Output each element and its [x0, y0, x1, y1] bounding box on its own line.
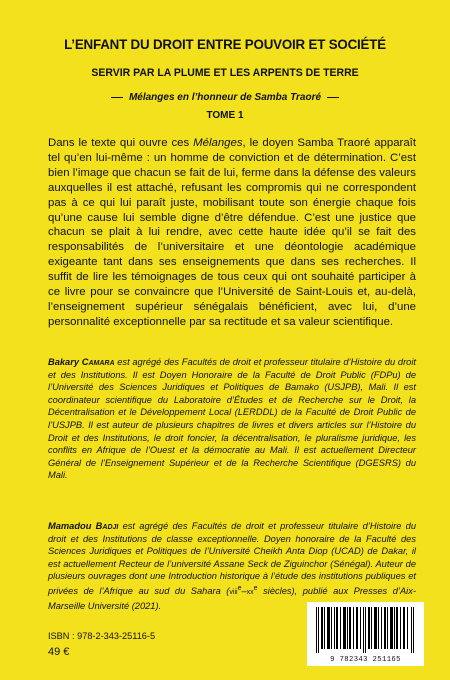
left-rule: [111, 97, 123, 98]
author-first-name: Bakary: [48, 357, 80, 367]
author-bio-camara: [48, 356, 416, 482]
author-last-name: Badji: [95, 521, 119, 531]
volume-label: TOME 1: [206, 110, 244, 121]
author-bio-text-end: siècles), publié aux Presses d’Aix-Marseille Université (2021).: [48, 586, 416, 611]
barcode: [307, 602, 424, 666]
dedication-line: [0, 92, 450, 103]
right-rule: [327, 97, 339, 98]
century-suffix-2: e: [253, 584, 258, 592]
intro-part1: Dans le texte qui ouvre ces: [48, 137, 194, 149]
barcode-bars-icon: [316, 607, 415, 653]
book-subtitle: SERVIR PAR LA PLUME ET LES ARPENTS DE TERRE: [91, 67, 359, 79]
barcode-digits: 9 782343 251165: [330, 656, 401, 664]
dedication-text: Mélanges en l’honneur de Samba Traoré: [128, 92, 322, 103]
century-dash: –: [241, 586, 247, 597]
book-title: L’ENFANT DU DROIT ENTRE POUVOIR ET SOCIÉTÉ: [64, 37, 386, 53]
century-start: viii: [229, 589, 238, 597]
author-bio-text: est agrégé des Facultés de droit et professeur titulaire d’Histoire du droit et des Institutions de classe exceptionnelle. Doyen honoraire de la Faculté des Sciences Juridiques et Politiques de l’Université Cheikh Anta Diop (UCAD) de Dakar, il est actuellement Recteur de l’université Assane Seck de Ziguinchor (Sénégal). Auteur de plusieurs ouvrages dont une Introduction historique à l’étude des institutions publiques et privées de l’Afrique au sud du Sahara (: [48, 521, 416, 597]
author-last-name: Camara: [81, 357, 115, 367]
century-end: xx: [246, 589, 254, 597]
century-suffix: e: [237, 584, 242, 592]
isbn: ISBN : 978-2-343-25116-5: [48, 631, 156, 641]
intro-italic: Mélanges: [193, 137, 243, 149]
intro-part2: , le doyen Samba Traoré apparaît tel qu’en lui-même : un homme de conviction et de détermination. C’est bien l’image que chacun se fait de lui, ferme dans la défense des valeurs auxquelles il est attaché, refusant les compromis qui ne correspondent pas à ce qui lui paraît juste, mobilisant toute son énergie chaque fois qu’une cause lui semble digne d’être défendue. C’est une justice que chacun se plait à lui rendre, avec cette haute idée qu’il se fait des responsabilités de l’universitaire et une déontologie académique exigeante tant dans ses enseignements que dans ses recherches. Il suffit de lire les témoignages de tous ceux qui ont souhaité participer à ce livre pour se convaincre que l’Université de Saint-Louis et, au-delà, l’enseignement supérieur sénégalais bénéficient, avec lui, d’une personnalité exceptionnelle par sa rectitude et sa valeur scientifique.: [48, 137, 417, 328]
author-bio-text: est agrégé des Facultés de droit et professeur titulaire d’Histoire du droit et des Institutions. Il est Doyen Honoraire de la Faculté de Droit Public (FDPu) de l’Université des Sciences Juridiques et Politiques de Bamako (USJPB), Mali. Il est coordinateur scientifique du Laboratoire d’Études et de Recherche sur le Droit, la Décentralisation et le Développement Local (LERDDL) de la Faculté de Droit Public de l’USJPB. Il est auteur de plusieurs chapitres de livres et divers articles sur l’Histoire du Droit et des Institutions, le droit foncier, la décentralisation, le pluralisme juridique, les conflits en Afrique de l’Ouest et la démocratie au Mali. Il est actuellement Directeur Général de l’Enseignement Supérieur et de la Recherche Scientifique (DGESRS) du Mali.: [48, 357, 416, 481]
author-first-name: Mamadou: [48, 521, 92, 531]
author-bio-badji: [48, 520, 416, 612]
price: 49 €: [48, 646, 70, 658]
intro-paragraph: [48, 136, 416, 330]
